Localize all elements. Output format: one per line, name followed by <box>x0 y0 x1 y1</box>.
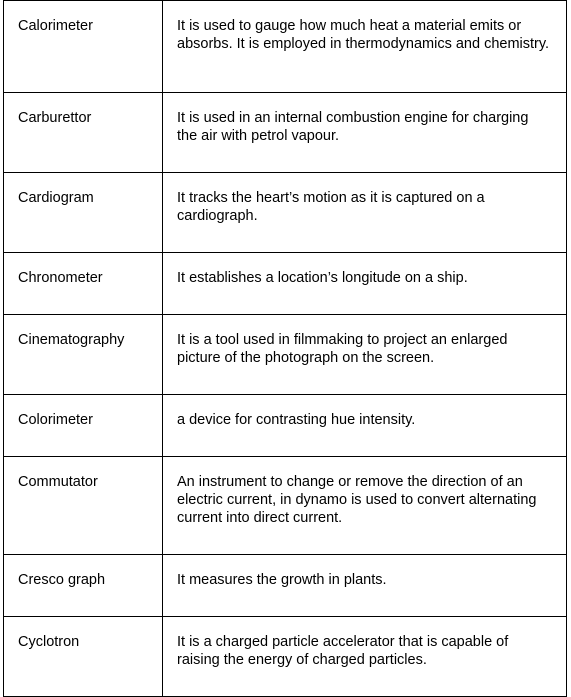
instrument-name: Cinematography <box>4 315 163 395</box>
instrument-name: Cresco graph <box>4 555 163 617</box>
table-row <box>4 457 567 555</box>
instrument-description: a device for contrasting hue intensity. <box>163 395 567 457</box>
instrument-name: Commutator <box>4 457 163 555</box>
instrument-name: Carburettor <box>4 93 163 173</box>
instrument-name: Colorimeter <box>4 395 163 457</box>
instrument-description: An instrument to change or remove the direction of an electric current, in dynamo is used to convert alternating current into direct current. <box>163 457 567 555</box>
table-row <box>4 315 567 395</box>
instrument-name: Cardiogram <box>4 173 163 253</box>
table-row <box>4 395 567 457</box>
instrument-table <box>3 0 567 697</box>
instrument-description: It is used to gauge how much heat a material emits or absorbs. It is employed in thermodynamics and chemistry. <box>163 1 567 93</box>
table-row <box>4 1 567 93</box>
table-row <box>4 173 567 253</box>
instrument-name: Calorimeter <box>4 1 163 93</box>
instrument-description: It measures the growth in plants. <box>163 555 567 617</box>
instrument-description: It is used in an internal combustion engine for charging the air with petrol vapour. <box>163 93 567 173</box>
instrument-name: Chronometer <box>4 253 163 315</box>
table-row <box>4 555 567 617</box>
instrument-description: It is a tool used in filmmaking to project an enlarged picture of the photograph on the screen. <box>163 315 567 395</box>
instrument-description: It is a charged particle accelerator that is capable of raising the energy of charged particles. <box>163 617 567 697</box>
table-row <box>4 253 567 315</box>
table-row <box>4 93 567 173</box>
instrument-description: It tracks the heart’s motion as it is captured on a cardiograph. <box>163 173 567 253</box>
table-row <box>4 617 567 697</box>
instrument-name: Cyclotron <box>4 617 163 697</box>
instrument-description: It establishes a location’s longitude on a ship. <box>163 253 567 315</box>
